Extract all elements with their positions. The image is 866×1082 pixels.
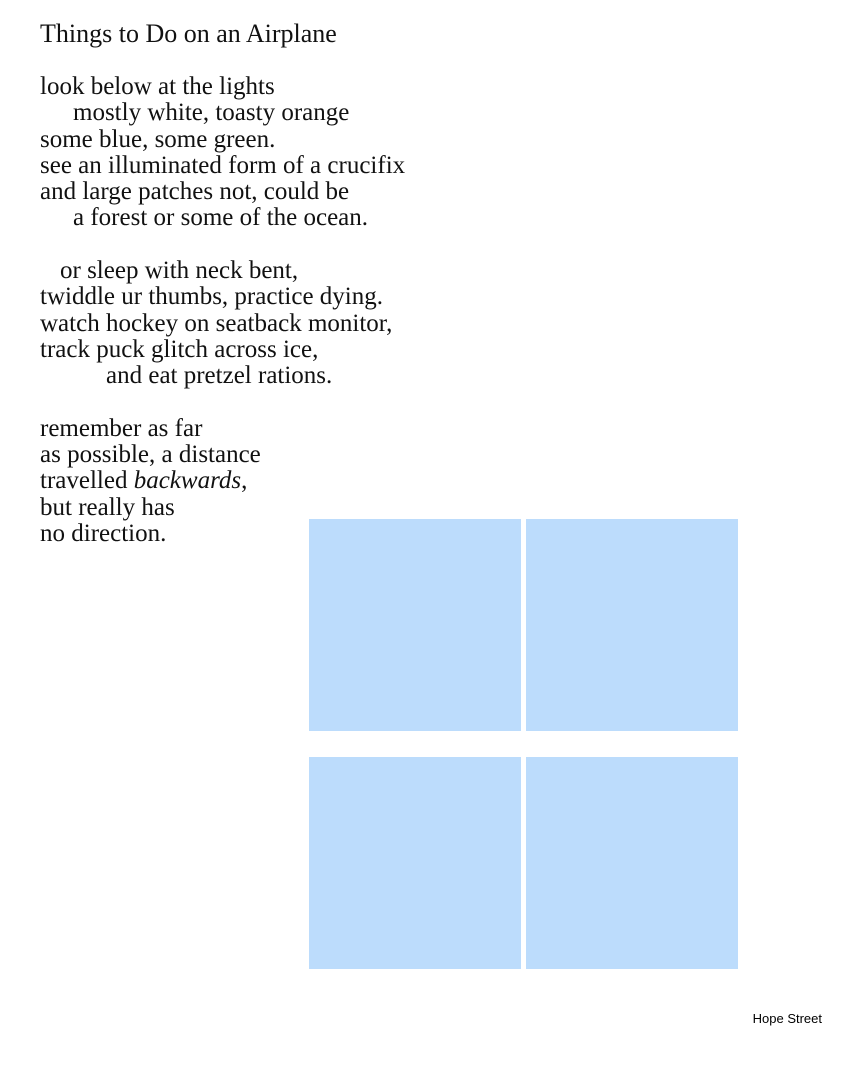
poem-text: travelled <box>40 467 134 495</box>
poem-line: a forest or some of the ocean. <box>73 204 369 232</box>
poem-line <box>40 468 405 494</box>
poem-title: Things to Do on an Airplane <box>40 19 337 48</box>
poem-line: and eat pretzel rations. <box>106 362 333 390</box>
poem-line: see an illuminated form of a crucifix <box>40 151 406 179</box>
emphasized-word: backwards <box>133 467 242 495</box>
window-pane-bottom-left <box>309 757 521 969</box>
poem-line: but really has <box>40 493 175 521</box>
window-pane-top-left <box>309 519 521 731</box>
poem-line: some blue, some green. <box>40 125 276 153</box>
poem-line: no direction. <box>40 520 167 548</box>
window-pane-top-right <box>526 519 738 731</box>
poem-line: mostly white, toasty orange <box>73 99 350 127</box>
poem-line: watch hockey on seatback monitor, <box>40 309 393 337</box>
poem-punctuation: , <box>241 467 248 495</box>
poem-line: as possible, a distance <box>40 441 261 469</box>
poem-line: or sleep with neck bent, <box>60 257 299 285</box>
poem-line: remember as far <box>40 414 203 442</box>
stanza-break <box>40 232 405 258</box>
poem-body <box>40 74 405 547</box>
poem-line: look below at the lights <box>40 73 275 100</box>
window-pane-bottom-right <box>526 757 738 969</box>
stanza-1 <box>40 74 405 232</box>
footer-source: Hope Street <box>752 1011 822 1026</box>
poem-line: twiddle ur thumbs, practice dying. <box>40 283 383 311</box>
poem-line: track puck glitch across ice, <box>40 335 319 363</box>
poem-line: and large patches not, could be <box>40 178 350 206</box>
stanza-2 <box>40 258 405 389</box>
stanza-break <box>40 390 405 416</box>
